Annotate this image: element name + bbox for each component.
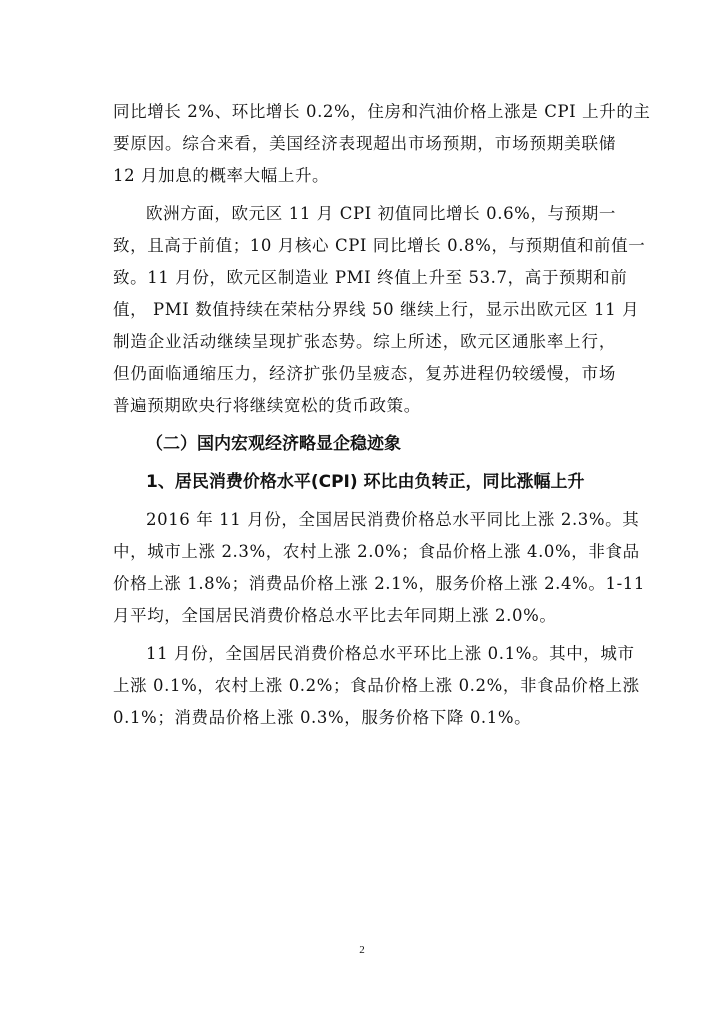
paragraph-line: 上涨 0.1%，农村上涨 0.2%；食品价格上涨 0.2%，非食品价格上涨	[113, 676, 640, 695]
paragraph-line: 月平均，全国居民消费价格总水平比去年同期上涨 2.0%。	[113, 606, 557, 625]
page-number: 2	[359, 944, 365, 956]
paragraph-line: 欧洲方面，欧元区 11 月 CPI 初值同比增长 0.6%，与预期一	[146, 204, 616, 223]
paragraph-line: 普遍预期欧央行将继续宽松的货币政策。	[113, 396, 421, 415]
paragraph-line: 2016 年 11 月份，全国居民消费价格总水平同比上涨 2.3%。其	[146, 510, 640, 529]
paragraph-line: 但仍面临通缩压力，经济扩张仍呈疲态，复苏进程仍较缓慢，市场	[113, 364, 616, 383]
paragraph-line: 价格上涨 1.8%；消费品价格上涨 2.1%，服务价格上涨 2.4%。1-11	[113, 574, 645, 593]
paragraph-line: 0.1%；消费品价格上涨 0.3%，服务价格下降 0.1%。	[113, 708, 532, 727]
paragraph-line: 值， PMI 数值持续在荣枯分界线 50 继续上行，显示出欧元区 11 月	[113, 300, 640, 319]
paragraph-line: 中，城市上涨 2.3%，农村上涨 2.0%；食品价格上涨 4.0%，非食品	[113, 542, 640, 561]
sub-heading: 1、居民消费价格水平(CPI) 环比由负转正，同比涨幅上升	[146, 472, 585, 492]
paragraph-line: 要原因。综合来看，美国经济表现超出市场预期，市场预期美联储	[113, 134, 616, 153]
section-heading: （二）国内宏观经济略显企稳迹象	[146, 434, 401, 454]
paragraph-line: 12 月加息的概率大幅上升。	[113, 166, 330, 185]
paragraph-line: 致。11 月份，欧元区制造业 PMI 终值上升至 53.7，高于预期和前	[113, 268, 628, 287]
paragraph-line: 11 月份，全国居民消费价格总水平环比上涨 0.1%。其中，城市	[146, 644, 635, 663]
paragraph-line: 制造企业活动继续呈现扩张态势。综上所述，欧元区通胀率上行，	[113, 332, 616, 351]
paragraph-line: 致，且高于前值；10 月核心 CPI 同比增长 0.8%，与预期值和前值一	[113, 236, 646, 255]
paragraph-line: 同比增长 2%、环比增长 0.2%，住房和汽油价格上涨是 CPI 上升的主	[113, 102, 651, 121]
